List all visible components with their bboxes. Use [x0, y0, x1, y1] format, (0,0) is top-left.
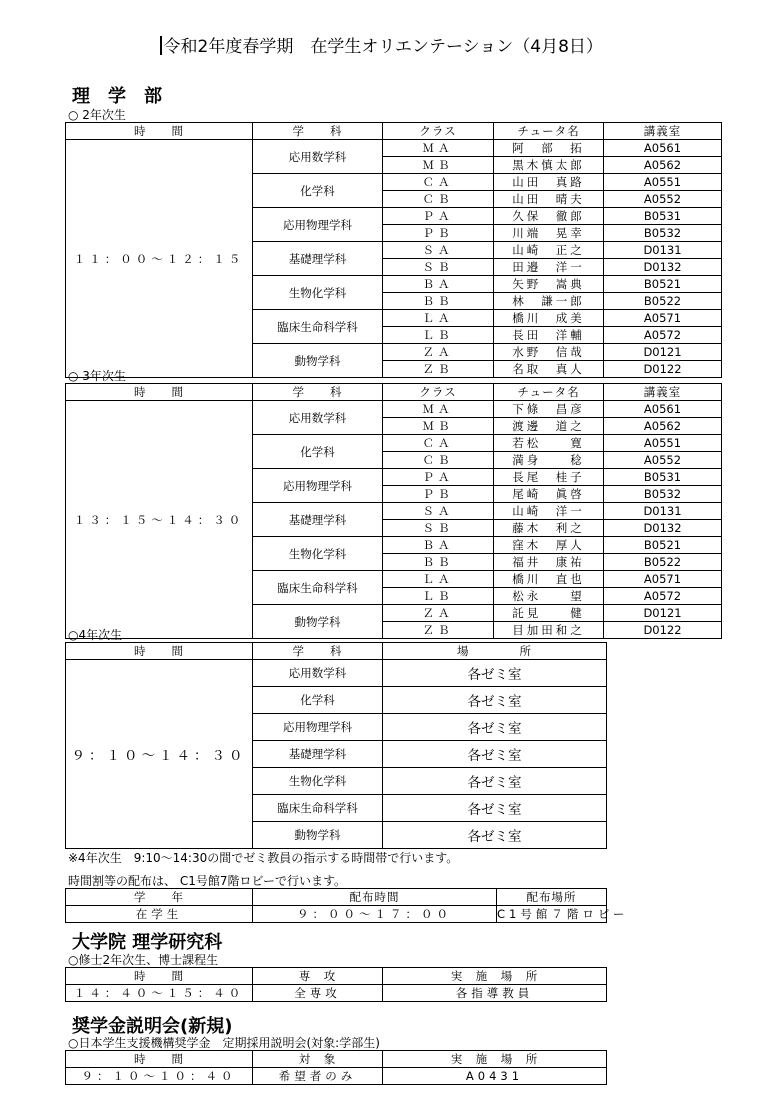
header-row: [66, 123, 722, 140]
department-cell: 基礎理学科: [253, 741, 383, 768]
header-row: [66, 889, 607, 906]
class-cell: ＣＢ: [383, 452, 494, 469]
room-cell: B0532: [604, 225, 722, 242]
department-cell: 生物化学科: [253, 537, 383, 571]
page-title: [160, 36, 603, 58]
table-row: [66, 985, 607, 1002]
table-row: [66, 401, 722, 418]
class-cell: ＢＡ: [383, 276, 494, 293]
room-cell: A0551: [604, 435, 722, 452]
class-cell: ＣＢ: [383, 191, 494, 208]
department-cell: 臨床生命科学科: [253, 571, 383, 605]
room-cell: A0572: [604, 327, 722, 344]
column-header: 場 所: [383, 643, 607, 660]
department-cell: 動物学科: [253, 344, 383, 378]
tutor-cell: 田邉 洋一: [494, 259, 604, 276]
room-cell: B0522: [604, 293, 722, 310]
class-cell: ＬＢ: [383, 588, 494, 605]
tutor-cell: 川端 晃幸: [494, 225, 604, 242]
class-cell: ＬＢ: [383, 327, 494, 344]
graduate-label: ○修士2年次生、博士課程生: [68, 953, 219, 967]
tutor-cell: 託見 健: [494, 605, 604, 622]
place-cell: 各ゼミ室: [383, 795, 607, 822]
time-cell: １３：１５～１４：３０: [66, 401, 253, 639]
scholarship-table: [65, 1050, 607, 1085]
department-cell: 応用物理学科: [253, 714, 383, 741]
column-header: 学 年: [66, 889, 253, 906]
column-header: チュータ名: [494, 123, 604, 140]
room-cell: D0122: [604, 622, 722, 639]
column-header: 学 科: [253, 123, 383, 140]
department-cell: 生物化学科: [253, 768, 383, 795]
tutor-cell: 窪木 厚人: [494, 537, 604, 554]
class-cell: ＳＢ: [383, 520, 494, 537]
column-header: 学 科: [253, 643, 383, 660]
department-cell: 応用数学科: [253, 660, 383, 687]
page-title-text: 令和2年度春学期 在学生オリエンテーション（4月8日）: [163, 37, 603, 57]
department-cell: 臨床生命科学科: [253, 795, 383, 822]
table-cell: ９：１０～１０：４０: [66, 1068, 253, 1085]
department-cell: 動物学科: [253, 605, 383, 639]
class-cell: ＳＡ: [383, 503, 494, 520]
tutor-cell: 渡邊 道之: [494, 418, 604, 435]
class-cell: ＬＡ: [383, 571, 494, 588]
column-header: 時 間: [66, 968, 253, 985]
room-cell: B0532: [604, 486, 722, 503]
tutor-cell: 目加田和之: [494, 622, 604, 639]
room-cell: B0521: [604, 537, 722, 554]
room-cell: D0131: [604, 242, 722, 259]
class-cell: ＭＢ: [383, 157, 494, 174]
column-header: 学 科: [253, 384, 383, 401]
tutor-cell: 橋川 成美: [494, 310, 604, 327]
column-header: 実 施 場 所: [383, 968, 607, 985]
tutor-cell: 藤木 利之: [494, 520, 604, 537]
section-heading-scholarship: 奨学金説明会(新規): [72, 1016, 233, 1037]
room-cell: A0562: [604, 157, 722, 174]
room-cell: B0531: [604, 208, 722, 225]
column-header: 講義室: [604, 123, 722, 140]
tutor-cell: 尾崎 眞啓: [494, 486, 604, 503]
room-cell: A0571: [604, 310, 722, 327]
class-cell: ＭＡ: [383, 401, 494, 418]
class-cell: ＺＡ: [383, 344, 494, 361]
column-header: 時 間: [66, 1051, 253, 1068]
title-rule: [160, 36, 162, 55]
department-cell: 基礎理学科: [253, 503, 383, 537]
class-cell: ＺＢ: [383, 622, 494, 639]
tutor-cell: 矢野 嵩典: [494, 276, 604, 293]
tutor-cell: 黒木慎太郎: [494, 157, 604, 174]
table-cell: C1号館７階ロビー: [497, 907, 629, 921]
column-header: 講義室: [604, 384, 722, 401]
tutor-cell: 下條 昌彦: [494, 401, 604, 418]
room-cell: D0121: [604, 605, 722, 622]
room-cell: D0121: [604, 344, 722, 361]
department-cell: 動物学科: [253, 822, 383, 849]
year4-table: [65, 642, 607, 849]
table-cell: A0431: [383, 1068, 607, 1085]
column-header: チュータ名: [494, 384, 604, 401]
tutor-cell: 林 謙一郎: [494, 293, 604, 310]
header-row: [66, 1051, 607, 1068]
column-header: 専 攻: [253, 968, 383, 985]
table-row: [66, 140, 722, 157]
class-cell: ＰＡ: [383, 208, 494, 225]
room-cell: A0551: [604, 174, 722, 191]
room-cell: B0522: [604, 554, 722, 571]
room-cell: D0122: [604, 361, 722, 378]
department-cell: 応用物理学科: [253, 208, 383, 242]
room-cell: D0132: [604, 520, 722, 537]
department-cell: 化学科: [253, 435, 383, 469]
class-cell: ＬＡ: [383, 310, 494, 327]
table-cell: ９：００～１７：００: [253, 906, 497, 923]
tutor-cell: 久保 徹郎: [494, 208, 604, 225]
place-cell: 各ゼミ室: [383, 687, 607, 714]
table-cell: 各指導教員: [383, 985, 607, 1002]
class-cell: ＢＢ: [383, 554, 494, 571]
column-header: 時 間: [66, 123, 253, 140]
tutor-cell: 長田 洋輔: [494, 327, 604, 344]
table-row: [66, 660, 607, 687]
place-cell: 各ゼミ室: [383, 714, 607, 741]
class-cell: ＭＢ: [383, 418, 494, 435]
column-header: クラス: [383, 384, 494, 401]
tutor-cell: 名取 真人: [494, 361, 604, 378]
tutor-cell: 福井 康祐: [494, 554, 604, 571]
class-cell: ＰＡ: [383, 469, 494, 486]
table-row: [66, 1068, 607, 1085]
header-row: [66, 643, 607, 660]
year2-label: ○ 2年次生: [68, 108, 126, 122]
class-cell: ＢＡ: [383, 537, 494, 554]
department-cell: 基礎理学科: [253, 242, 383, 276]
room-cell: A0552: [604, 191, 722, 208]
section-heading-science: 理 学 部: [72, 86, 162, 107]
class-cell: ＰＢ: [383, 486, 494, 503]
column-header: 配布時間: [253, 889, 497, 906]
room-cell: A0572: [604, 588, 722, 605]
table-cell: 全専攻: [253, 985, 383, 1002]
time-cell: ９：１０～１４：３０: [66, 660, 253, 849]
tutor-cell: 若松 寛: [494, 435, 604, 452]
department-cell: 応用数学科: [253, 401, 383, 435]
room-cell: A0561: [604, 401, 722, 418]
class-cell: ＳＢ: [383, 259, 494, 276]
year3-table: [65, 383, 722, 639]
room-cell: B0521: [604, 276, 722, 293]
distribution-label: 時間割等の配布は、 C1号館7階ロビーで行います。: [68, 874, 347, 888]
table-cell: １４：４０～１５：４０: [66, 985, 253, 1002]
place-cell: 各ゼミ室: [383, 660, 607, 687]
tutor-cell: 阿 部 拓: [494, 140, 604, 157]
class-cell: ＭＡ: [383, 140, 494, 157]
department-cell: 生物化学科: [253, 276, 383, 310]
class-cell: ＢＢ: [383, 293, 494, 310]
year3-label: ○ 3年次生: [68, 369, 126, 383]
table-cell: 希望者のみ: [253, 1068, 383, 1085]
column-header: 実 施 場 所: [383, 1051, 607, 1068]
table-row: [66, 906, 607, 923]
tutor-cell: 山崎 正之: [494, 242, 604, 259]
room-cell: A0561: [604, 140, 722, 157]
class-cell: ＺＡ: [383, 605, 494, 622]
tutor-cell: 山田 晴夫: [494, 191, 604, 208]
tutor-cell: 山田 真路: [494, 174, 604, 191]
department-cell: 化学科: [253, 174, 383, 208]
room-cell: A0562: [604, 418, 722, 435]
header-row: [66, 968, 607, 985]
year4-label: ○4年次生: [68, 628, 123, 642]
class-cell: ＳＡ: [383, 242, 494, 259]
room-cell: D0132: [604, 259, 722, 276]
tutor-cell: 橋川 直也: [494, 571, 604, 588]
header-row: [66, 384, 722, 401]
department-cell: 化学科: [253, 687, 383, 714]
room-cell: A0571: [604, 571, 722, 588]
year2-table: [65, 122, 722, 378]
tutor-cell: 満身 稔: [494, 452, 604, 469]
room-cell: A0552: [604, 452, 722, 469]
department-cell: 応用物理学科: [253, 469, 383, 503]
column-header: 配布場所: [497, 889, 607, 906]
section-heading-graduate: 大学院 理学研究科: [72, 932, 223, 953]
tutor-cell: 山崎 洋一: [494, 503, 604, 520]
room-cell: D0131: [604, 503, 722, 520]
tutor-cell: 松永 望: [494, 588, 604, 605]
column-header: 時 間: [66, 643, 253, 660]
graduate-table: [65, 967, 607, 1002]
tutor-cell: 水野 信哉: [494, 344, 604, 361]
column-header: 対 象: [253, 1051, 383, 1068]
class-cell: ＣＡ: [383, 435, 494, 452]
class-cell: ＺＢ: [383, 361, 494, 378]
table-cell: 在学生: [66, 906, 253, 923]
column-header: 時 間: [66, 384, 253, 401]
class-cell: ＣＡ: [383, 174, 494, 191]
place-cell: 各ゼミ室: [383, 822, 607, 849]
class-cell: ＰＢ: [383, 225, 494, 242]
place-cell: 各ゼミ室: [383, 741, 607, 768]
tutor-cell: 長尾 桂子: [494, 469, 604, 486]
column-header: クラス: [383, 123, 494, 140]
year4-note: ※4年次生 9:10～14:30の間でゼミ教員の指示する時間帯で行います。: [68, 851, 459, 865]
distribution-table: [65, 888, 629, 923]
scholarship-label: ○日本学生支援機構奨学金 定期採用説明会(対象:学部生): [68, 1036, 380, 1050]
department-cell: 応用数学科: [253, 140, 383, 174]
room-cell: B0531: [604, 469, 722, 486]
place-cell: 各ゼミ室: [383, 768, 607, 795]
department-cell: 臨床生命科学科: [253, 310, 383, 344]
time-cell: １１：００～１２：１５: [66, 140, 253, 378]
